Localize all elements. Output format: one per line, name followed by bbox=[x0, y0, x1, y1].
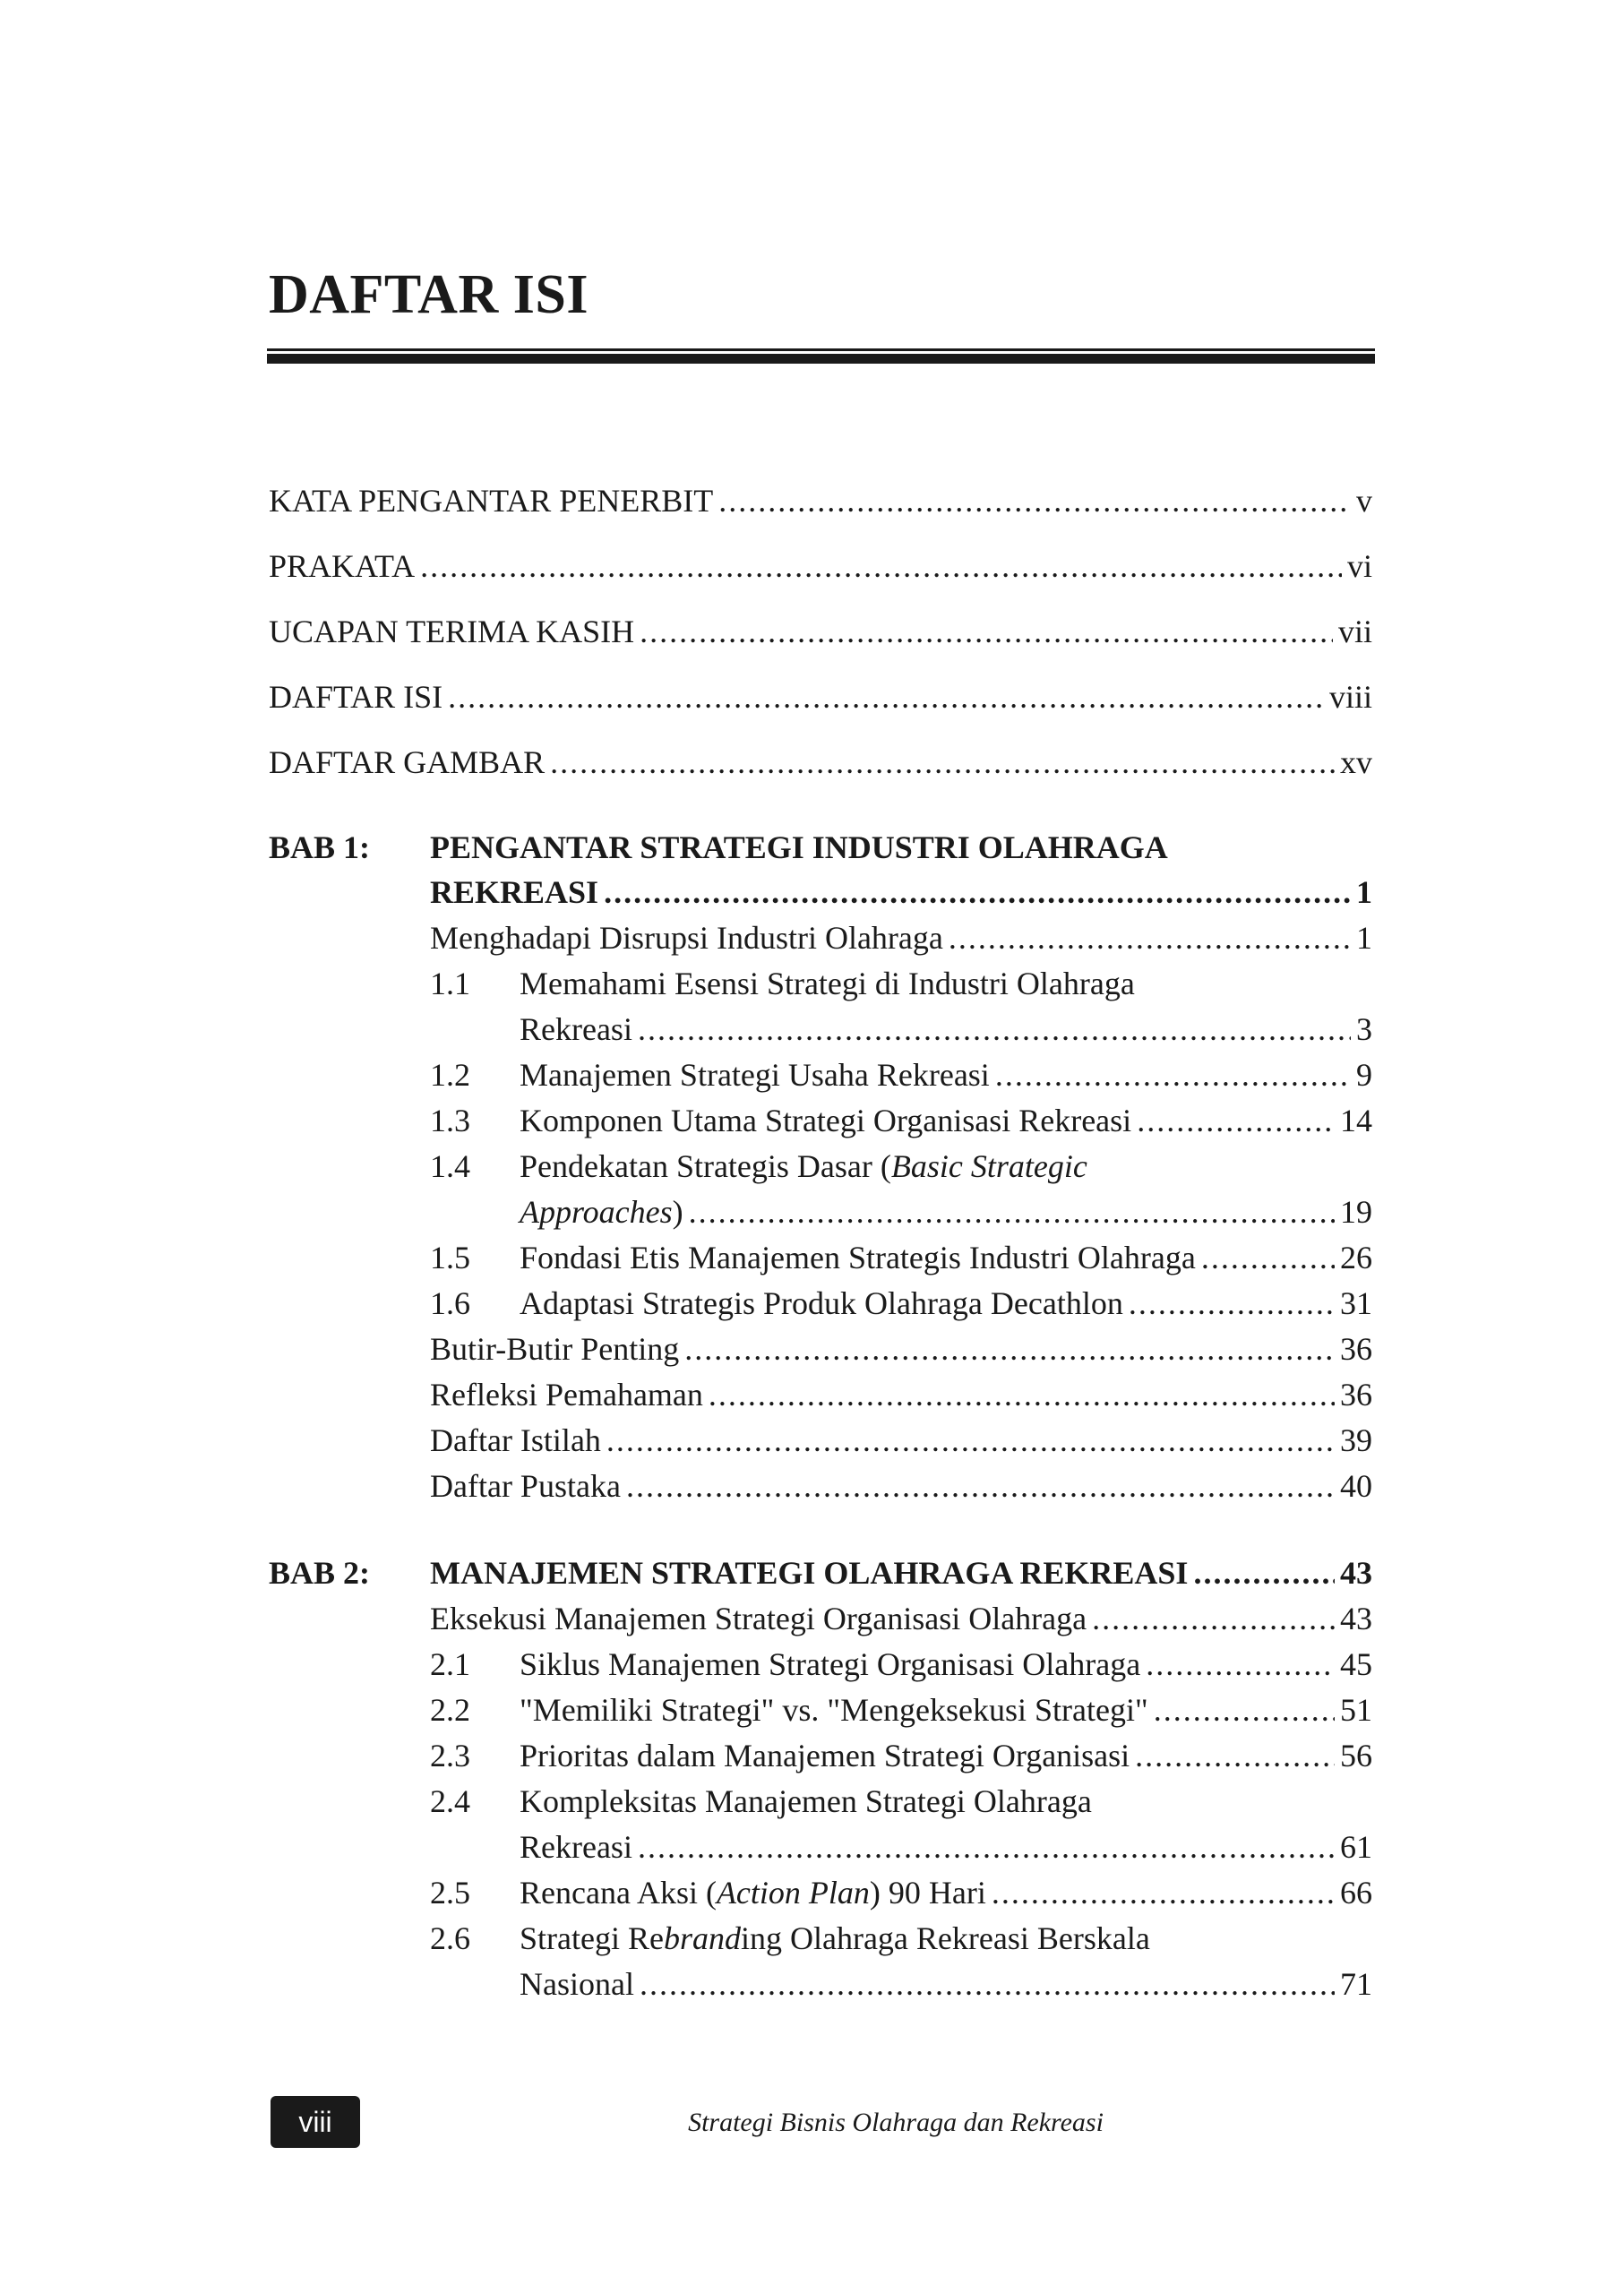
leader-dots bbox=[1129, 1280, 1335, 1327]
toc-entry-end[interactable]: Daftar Pustaka ..... 40 bbox=[430, 1463, 1372, 1509]
toc-entry-front[interactable]: KATA PENGANTAR PENERBIT ..... v bbox=[269, 477, 1372, 524]
leader-dots bbox=[420, 543, 1342, 589]
title-rule-thick bbox=[267, 354, 1375, 364]
leader-dots bbox=[1137, 1097, 1335, 1144]
leader-dots bbox=[640, 608, 1333, 655]
leader-dots bbox=[992, 1869, 1335, 1916]
leader-dots bbox=[1193, 1550, 1335, 1596]
section-title[interactable]: Kompleksitas Manajemen Strategi Olahraga bbox=[520, 1783, 1092, 1819]
toc-entry-front[interactable]: PRAKATA ..... vi bbox=[269, 543, 1372, 589]
toc-entry-front[interactable]: DAFTAR ISI ..... viii bbox=[269, 674, 1372, 720]
page-title: DAFTAR ISI bbox=[269, 264, 589, 325]
section-title[interactable]: "Memiliki Strategi" vs. "Mengeksekusi Strategi" ..... 51 bbox=[520, 1687, 1372, 1733]
toc-entry-end[interactable]: Refleksi Pemahaman ..... 36 bbox=[430, 1371, 1372, 1418]
leader-dots bbox=[995, 1052, 1351, 1098]
section-title-cont[interactable]: Nasional ..... 71 bbox=[520, 1961, 1372, 2007]
toc-entry-intro[interactable]: Eksekusi Manajemen Strategi Organisasi Olahraga ..... 43 bbox=[430, 1595, 1372, 1642]
section-title[interactable]: Fondasi Etis Manajemen Strategis Industri Olahraga ..... 26 bbox=[520, 1234, 1372, 1281]
section-number: 2.3 bbox=[430, 1738, 470, 1773]
section-title-cont[interactable]: Rekreasi ..... 61 bbox=[520, 1824, 1372, 1870]
section-number: 2.1 bbox=[430, 1646, 470, 1682]
toc-entry-end[interactable]: Daftar Istilah ..... 39 bbox=[430, 1417, 1372, 1464]
section-title[interactable]: Pendekatan Strategis Dasar (Basic Strategic bbox=[520, 1148, 1087, 1184]
section-title[interactable]: Adaptasi Strategis Produk Olahraga Decathlon ..... 31 bbox=[520, 1280, 1372, 1327]
section-number: 1.1 bbox=[430, 966, 470, 1001]
section-number: 1.2 bbox=[430, 1057, 470, 1093]
section-title[interactable]: Rencana Aksi (Action Plan) 90 Hari ..... 66 bbox=[520, 1869, 1372, 1916]
running-footer-title: Strategi Bisnis Olahraga dan Rekreasi bbox=[688, 2108, 1104, 2137]
leader-dots bbox=[709, 1371, 1335, 1418]
toc-entry-intro[interactable]: Menghadapi Disrupsi Industri Olahraga ..... 1 bbox=[430, 915, 1372, 961]
chapter-label: BAB 2: bbox=[269, 1555, 371, 1591]
leader-dots bbox=[638, 1006, 1351, 1052]
toc-entry-front[interactable]: DAFTAR GAMBAR ..... xv bbox=[269, 739, 1372, 786]
leader-dots bbox=[638, 1824, 1335, 1870]
section-number: 2.5 bbox=[430, 1875, 470, 1911]
section-number: 1.5 bbox=[430, 1240, 470, 1275]
toc-entry-end[interactable]: Butir-Butir Penting ..... 36 bbox=[430, 1326, 1372, 1372]
toc-entry-front[interactable]: UCAPAN TERIMA KASIH ..... vii bbox=[269, 608, 1372, 655]
leader-dots bbox=[689, 1189, 1335, 1235]
leader-dots bbox=[1201, 1234, 1335, 1281]
leader-dots bbox=[640, 1961, 1335, 2007]
leader-dots bbox=[1135, 1732, 1335, 1779]
section-number: 2.6 bbox=[430, 1920, 470, 1956]
page-number-badge: viii bbox=[271, 2096, 360, 2148]
section-title[interactable]: Prioritas dalam Manajemen Strategi Organisasi ..... 56 bbox=[520, 1732, 1372, 1779]
section-title[interactable]: Siklus Manajemen Strategi Organisasi Olahraga ..... 45 bbox=[520, 1641, 1372, 1688]
leader-dots bbox=[684, 1326, 1335, 1372]
leader-dots bbox=[604, 869, 1351, 915]
section-number: 1.4 bbox=[430, 1148, 470, 1184]
title-rule-thin bbox=[267, 348, 1375, 351]
leader-dots bbox=[550, 739, 1335, 786]
section-number: 2.4 bbox=[430, 1783, 470, 1819]
section-number: 1.6 bbox=[430, 1285, 470, 1321]
chapter-label: BAB 1: bbox=[269, 829, 371, 865]
leader-dots bbox=[718, 477, 1351, 524]
leader-dots bbox=[626, 1463, 1335, 1509]
section-title[interactable]: Manajemen Strategi Usaha Rekreasi ..... 9 bbox=[520, 1052, 1372, 1098]
section-title[interactable]: Memahami Esensi Strategi di Industri Olahraga bbox=[520, 966, 1135, 1001]
section-number: 2.2 bbox=[430, 1692, 470, 1728]
leader-dots bbox=[1154, 1687, 1335, 1733]
chapter-title[interactable]: MANAJEMEN STRATEGI OLAHRAGA REKREASI ..... 43 bbox=[430, 1550, 1372, 1596]
section-title[interactable]: Strategi Rebranding Olahraga Rekreasi Berskala bbox=[520, 1920, 1150, 1956]
leader-dots bbox=[448, 674, 1324, 720]
leader-dots bbox=[949, 915, 1351, 961]
section-title[interactable]: Komponen Utama Strategi Organisasi Rekreasi ..... 14 bbox=[520, 1097, 1372, 1144]
section-number: 1.3 bbox=[430, 1103, 470, 1138]
chapter-title[interactable]: PENGANTAR STRATEGI INDUSTRI OLAHRAGA bbox=[430, 829, 1168, 865]
leader-dots bbox=[1092, 1595, 1335, 1642]
section-title-cont[interactable]: Approaches) ..... 19 bbox=[520, 1189, 1372, 1235]
leader-dots bbox=[606, 1417, 1335, 1464]
section-title-cont[interactable]: Rekreasi ..... 3 bbox=[520, 1006, 1372, 1052]
leader-dots bbox=[1146, 1641, 1335, 1688]
chapter-title-cont[interactable]: REKREASI ..... 1 bbox=[430, 869, 1372, 915]
